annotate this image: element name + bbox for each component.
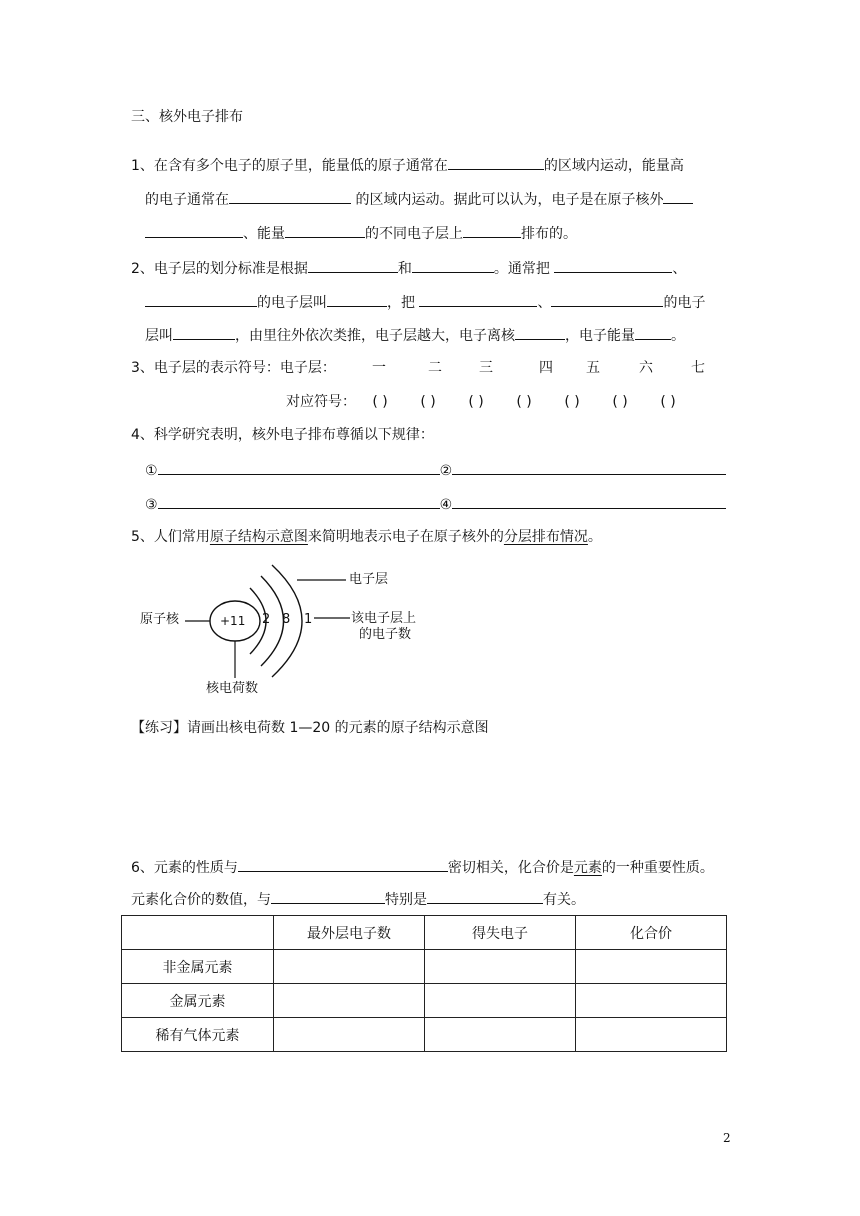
symbol-slot[interactable]: ( ) <box>516 394 532 410</box>
answer-cell[interactable] <box>425 950 576 984</box>
symbol-slot[interactable]: ( ) <box>660 394 676 410</box>
electron-count-1: 2 <box>262 612 271 627</box>
answer-cell[interactable] <box>274 984 425 1018</box>
table-header-cell <box>122 916 274 950</box>
q1-line-2: 的电子通常在 的区域内运动。据此可以认为，电子是在原子核外 <box>145 189 693 209</box>
answer-cell[interactable] <box>425 984 576 1018</box>
answer-cell[interactable] <box>576 950 727 984</box>
blank[interactable] <box>427 889 543 904</box>
answer-cell[interactable] <box>274 950 425 984</box>
count-label-1: 该电子层上 <box>351 611 417 626</box>
layer-2: 二 <box>428 360 442 376</box>
q5-text: 5、人们常用原子结构示意图来简明地表示电子在原子核外的分层排布情况。 <box>131 529 602 545</box>
symbol-slot[interactable]: ( ) <box>564 394 580 410</box>
table-row <box>122 1018 727 1052</box>
table-row <box>122 984 727 1018</box>
q6-line-1: 6、元素的性质与 密切相关，化合价是元素的一种重要性质。 <box>131 857 714 877</box>
q3-line-1: 3、电子层的表示符号：电子层： <box>131 360 336 376</box>
nucleus-label: 原子核 <box>140 612 180 627</box>
layer-4: 四 <box>539 360 553 376</box>
blank[interactable] <box>271 889 385 904</box>
row-label: 非金属元素 <box>122 950 274 984</box>
layer-6: 六 <box>639 360 653 376</box>
q1-line-1: 1、在含有多个电子的原子里，能量低的原子通常在 的区域内运动，能量高 <box>131 155 684 175</box>
answer-cell[interactable] <box>576 1018 727 1052</box>
table-header-cell: 化合价 <box>576 916 727 950</box>
symbol-slot[interactable]: ( ) <box>420 394 436 410</box>
q2-line-3: 层叫 ，由里往外依次类推，电子层越大，电子离核 ，电子能量 。 <box>145 325 685 345</box>
answer-cell[interactable] <box>576 984 727 1018</box>
table-header-row <box>122 916 727 950</box>
q4-rule-row-2: ③ ④ <box>145 494 726 514</box>
symbol-slot[interactable]: ( ) <box>372 394 388 410</box>
row-label: 金属元素 <box>122 984 274 1018</box>
section-title: 三、核外电子排布 <box>131 109 243 125</box>
symbol-slot[interactable]: ( ) <box>612 394 628 410</box>
layer-5: 五 <box>586 360 600 376</box>
q3-line-2: 对应符号： ( ) ( ) ( ) ( ) ( ) ( ) ( ) <box>286 393 692 411</box>
layer-1: 一 <box>372 360 386 376</box>
q4-rule-row-1: ① ② <box>145 460 726 480</box>
shell-label: 电子层 <box>349 572 389 587</box>
answer-cell[interactable] <box>425 1018 576 1052</box>
layer-3: 三 <box>479 360 493 376</box>
blank[interactable] <box>238 857 448 872</box>
nuclear-charge: +11 <box>220 614 246 628</box>
q2-line-1: 2、电子层的划分标准是根据 和 。通常把 、 <box>131 258 686 278</box>
electron-count-2: 8 <box>282 612 291 627</box>
layer-7: 七 <box>691 360 705 376</box>
valence-table <box>121 915 727 1052</box>
charge-label: 核电荷数 <box>206 681 259 696</box>
table-row <box>122 950 727 984</box>
table-header-cell: 得失电子 <box>425 916 576 950</box>
answer-cell[interactable] <box>274 1018 425 1052</box>
symbol-slot[interactable]: ( ) <box>468 394 484 410</box>
q2-line-2: 的电子层叫 ，把 、 的电子 <box>145 292 705 312</box>
practice-text: 【练习】请画出核电荷数 1—20 的元素的原子结构示意图 <box>131 720 489 736</box>
electron-count-3: 1 <box>304 612 313 627</box>
row-label: 稀有气体元素 <box>122 1018 274 1052</box>
count-label-2: 的电子数 <box>359 627 412 642</box>
q1-line-3: 、能量 的不同电子层上 排布的。 <box>145 223 577 243</box>
page-number: 2 <box>723 1131 731 1145</box>
q6-line-2: 元素化合价的数值，与 特别是 有关。 <box>131 889 585 909</box>
table-header-cell: 最外层电子数 <box>274 916 425 950</box>
q4-text: 4、科学研究表明，核外电子排布尊循以下规律： <box>131 427 434 443</box>
